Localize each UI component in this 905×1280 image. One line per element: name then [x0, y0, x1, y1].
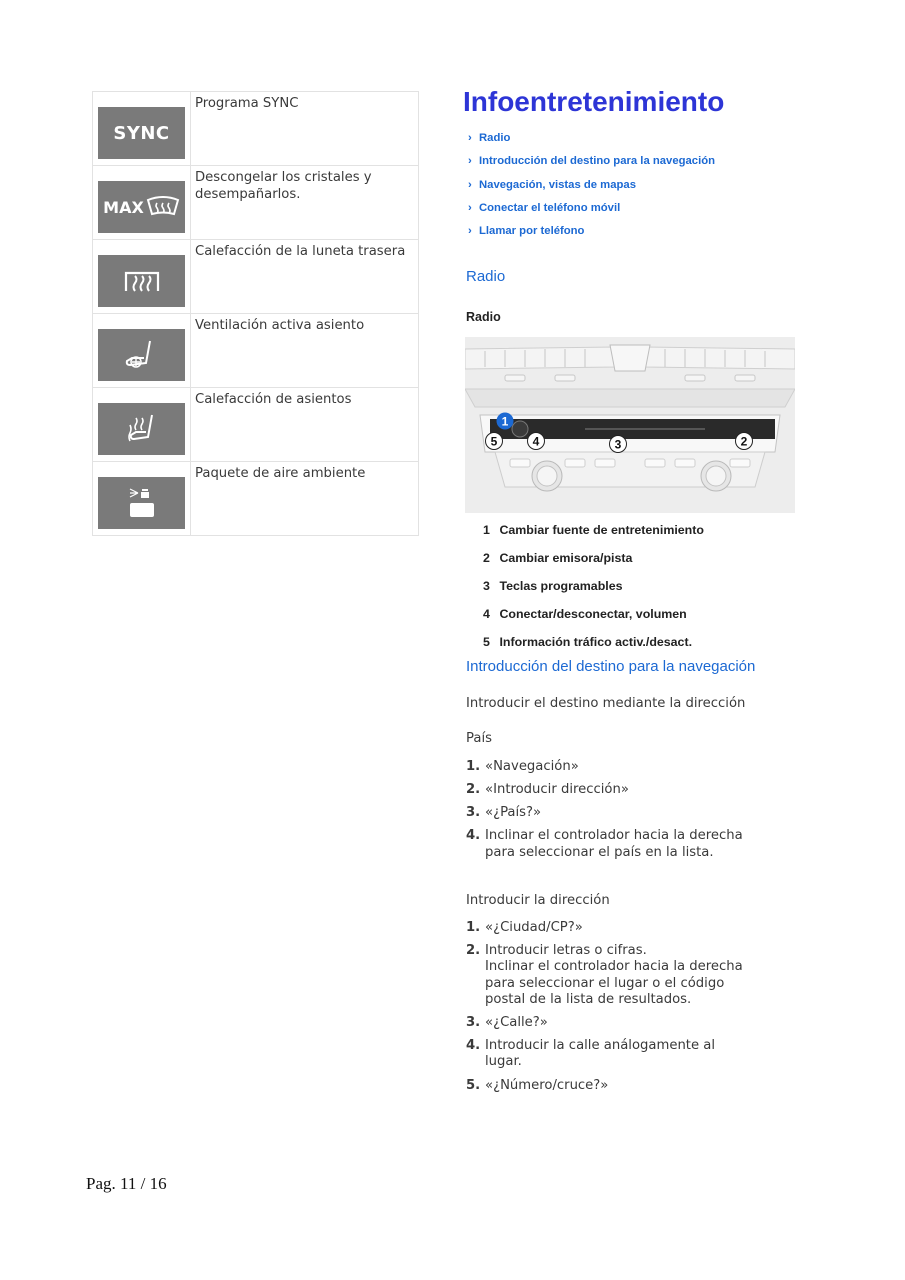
table-row	[93, 240, 419, 314]
callout-3	[610, 436, 627, 453]
chevron-right-icon: ›	[468, 155, 472, 168]
radio-panel-image	[465, 337, 795, 513]
table-cell-label: Programa SYNC	[191, 92, 419, 166]
svg-text:2: 2	[740, 434, 748, 449]
radio-legend	[477, 522, 704, 662]
country-label: País	[466, 731, 492, 746]
link-connect-phone[interactable]: › Conectar el teléfono móvil	[468, 201, 621, 214]
navigation-heading: Introducción del destino para la navegación	[466, 658, 756, 675]
max-defrost-icon: MAX	[98, 181, 185, 233]
page-title: Infoentretenimiento	[463, 86, 725, 117]
chevron-right-icon: ›	[468, 132, 472, 144]
callout-1	[497, 413, 514, 430]
callout-2	[736, 433, 753, 450]
list-item: 4 Conectar/desconectar, volumen	[483, 607, 687, 621]
radio-subheading: Radio	[466, 310, 501, 324]
callout-5	[486, 433, 503, 450]
list-item: 1. «¿Ciudad/CP?»	[466, 920, 583, 935]
list-item: 4. Introducir la calle análogamente al lugar.	[466, 1038, 716, 1070]
page-number: Pag. 11 / 16	[86, 1174, 167, 1193]
section-links	[468, 130, 715, 246]
controls-table	[92, 91, 419, 536]
table-row	[93, 388, 419, 462]
table-cell-label: Calefacción de asientos	[191, 388, 419, 462]
list-item: 2 Cambiar emisora/pista	[483, 551, 633, 565]
link-navigation-maps[interactable]: › Navegación, vistas de mapas	[468, 178, 636, 191]
table-row	[93, 166, 419, 240]
chevron-right-icon: ›	[468, 178, 472, 191]
rear-window-heating-icon	[98, 255, 185, 307]
chevron-right-icon: ›	[468, 225, 472, 238]
callout-4	[528, 433, 545, 450]
list-item: 4. Inclinar el controlador hacia la derecha para seleccionar el país en la lista.	[466, 828, 743, 860]
chevron-right-icon: ›	[468, 201, 472, 214]
table-cell-label: Calefacción de la luneta trasera	[191, 240, 419, 314]
address-label: Introducir la dirección	[466, 893, 610, 908]
list-item: 2. «Introducir dirección»	[466, 782, 629, 798]
table-row	[93, 314, 419, 388]
list-item: 5. «¿Número/cruce?»	[466, 1077, 609, 1093]
table-cell-label: Ventilación activa asiento	[191, 314, 419, 388]
table-row	[93, 92, 419, 166]
table-cell-label: Paquete de aire ambiente	[191, 462, 419, 536]
list-item: 1. «Navegación»	[466, 759, 579, 774]
svg-text:3: 3	[614, 437, 622, 452]
list-item: 3 Teclas programables	[483, 579, 623, 593]
table-cell-label: Descongelar los cristales y desempañarlos.	[191, 166, 419, 240]
link-phone-call[interactable]: › Llamar por teléfono	[468, 225, 585, 238]
list-item: 3. «¿Calle?»	[466, 1015, 548, 1031]
address-intro: Introducir el destino mediante la dirección	[466, 696, 746, 711]
list-item: 1 Cambiar fuente de entretenimiento	[483, 523, 704, 537]
seat-heating-icon	[98, 403, 185, 455]
country-steps	[466, 759, 743, 868]
sync-icon: SYNC	[98, 107, 185, 159]
radio-heading: Radio	[466, 268, 506, 285]
link-navigation-destination[interactable]: › Introducción del destino para la navegación	[468, 155, 716, 168]
list-item: 3. «¿País?»	[466, 805, 542, 821]
svg-text:1: 1	[501, 414, 509, 429]
link-radio[interactable]: › Radio	[468, 132, 511, 144]
table-row	[93, 462, 419, 536]
list-item: 2. Introducir letras o cifras. Inclinar el controlador hacia la derecha para seleccionar el lugar o el código postal de la lista de resultados.	[466, 943, 743, 1007]
svg-text:5: 5	[490, 434, 498, 449]
svg-text:4: 4	[532, 434, 540, 449]
seat-ventilation-icon	[98, 329, 185, 381]
list-item: 5 Información tráfico activ./desact.	[483, 635, 693, 649]
ambient-air-icon	[98, 477, 185, 529]
address-steps	[466, 920, 743, 1101]
